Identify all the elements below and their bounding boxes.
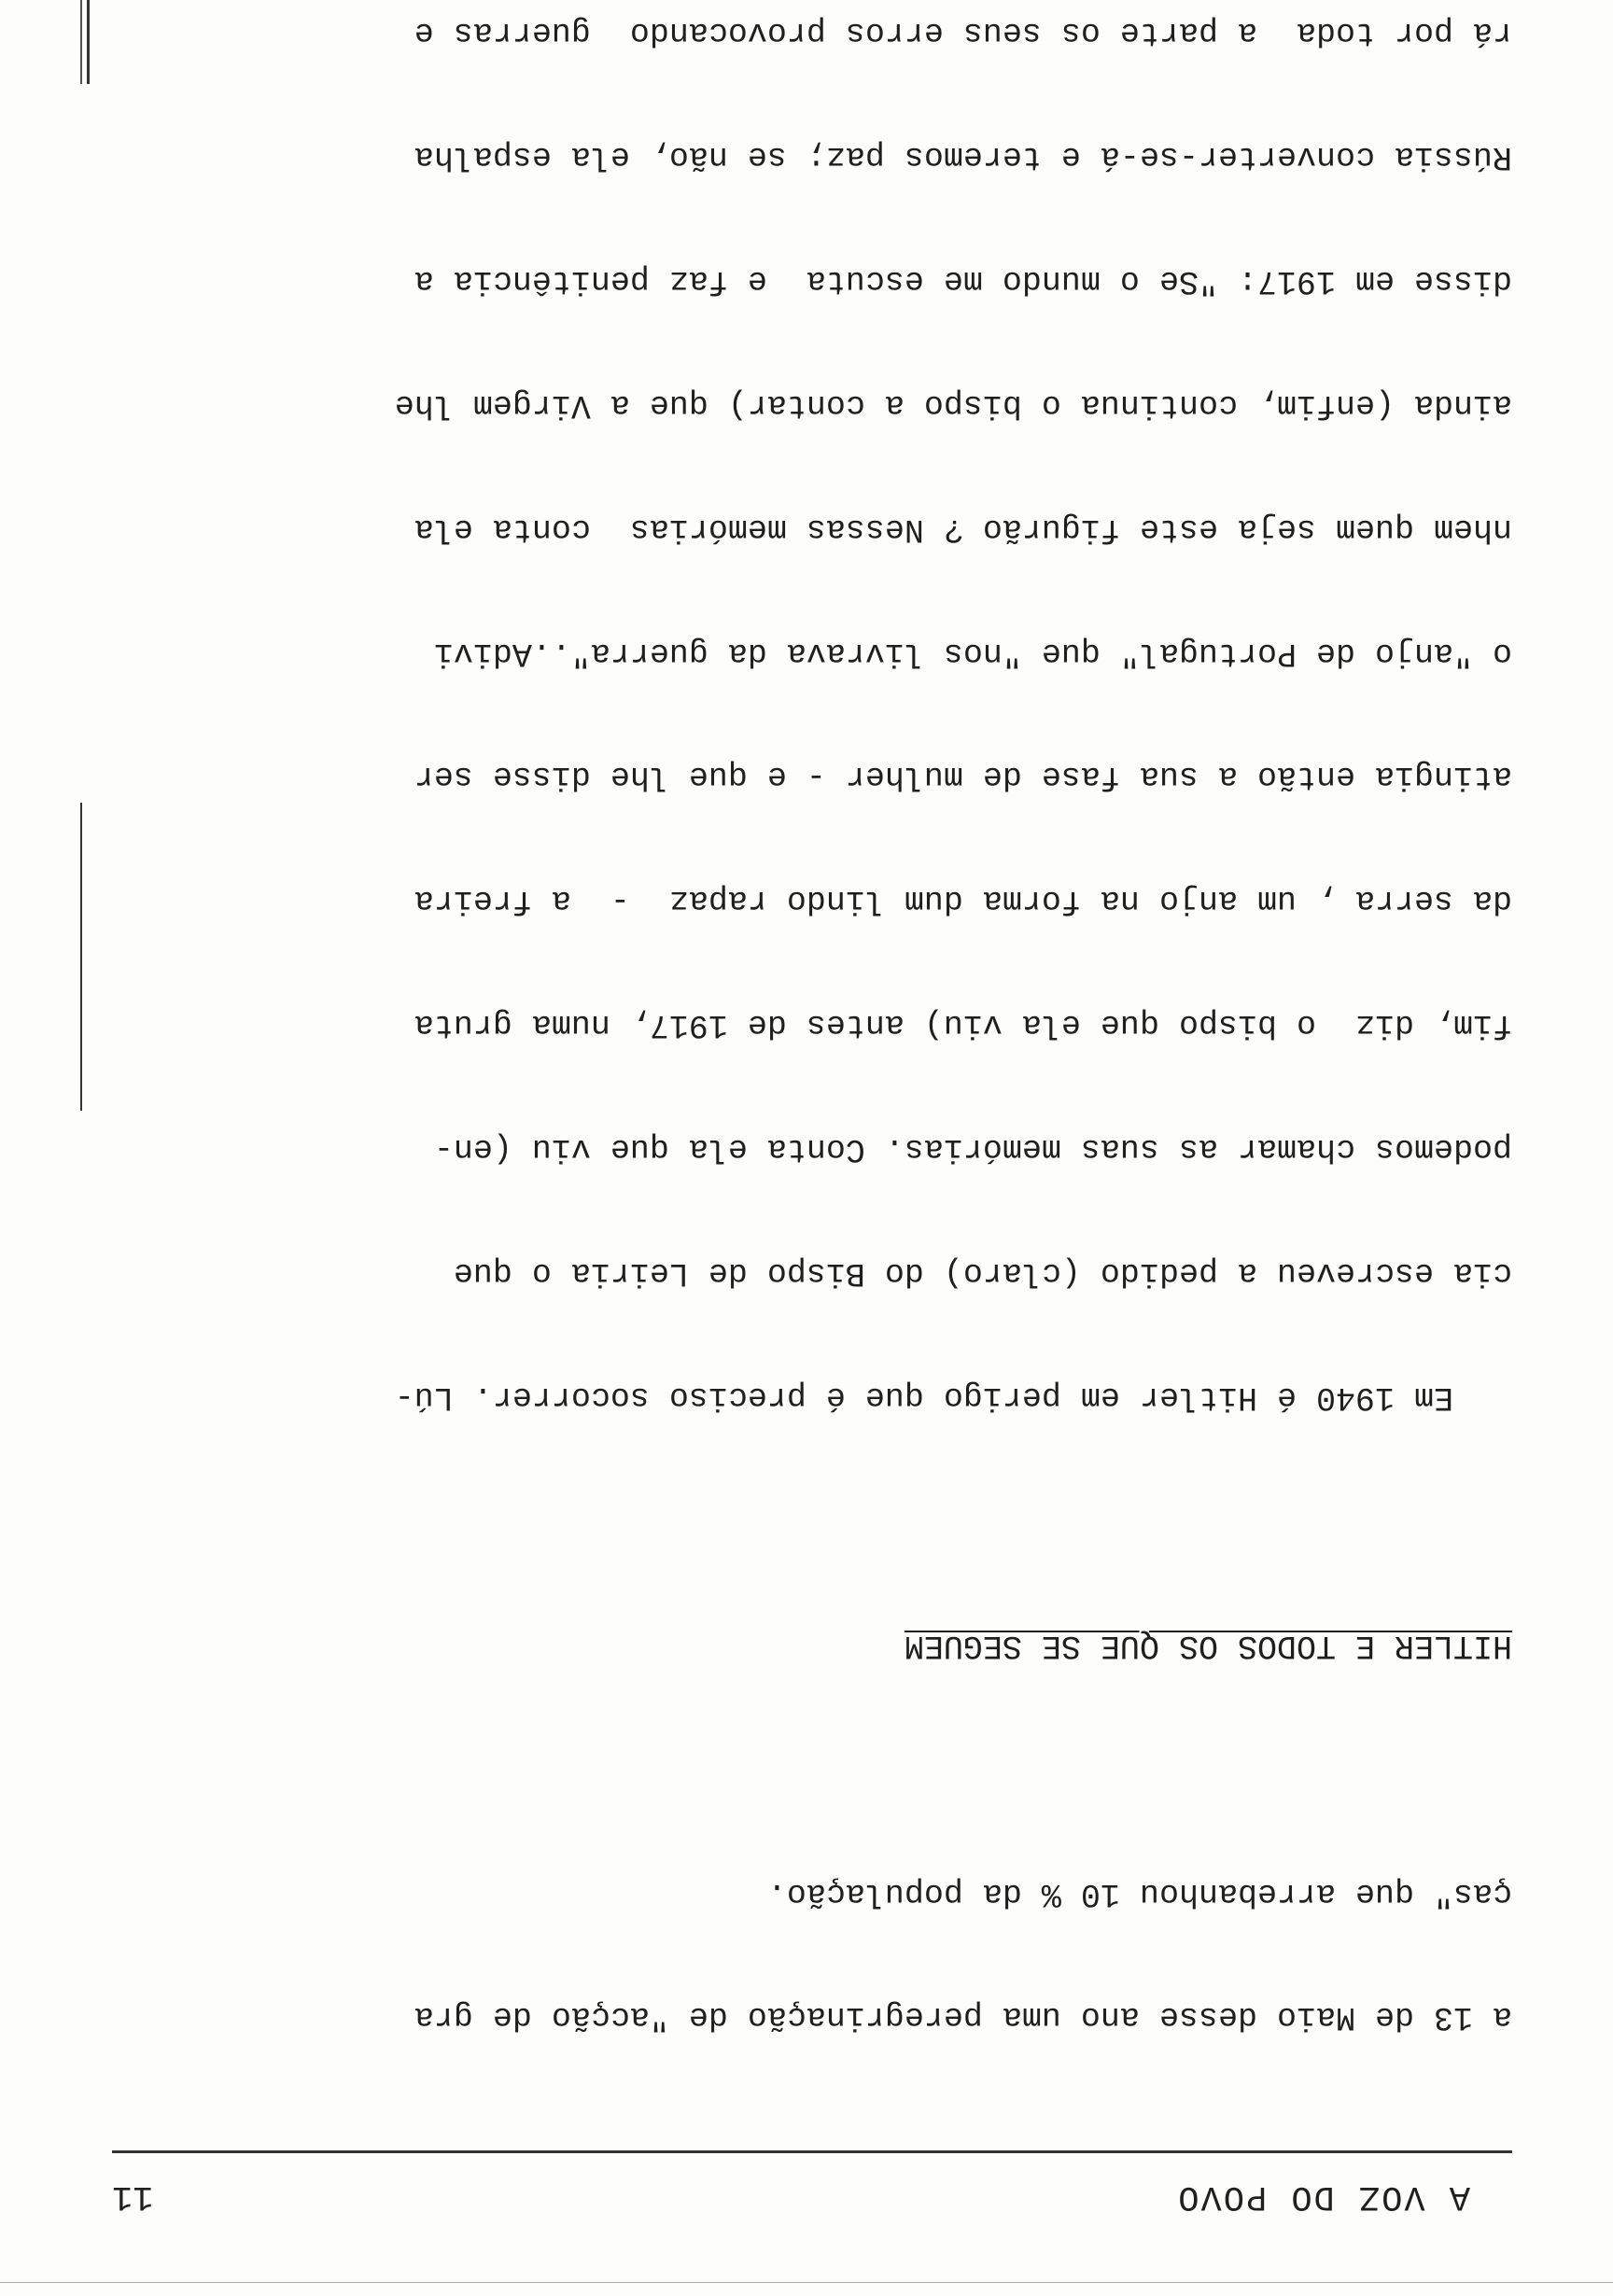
margin-mark xyxy=(87,0,90,84)
text-line: Rússia converter-se-á e teremos paz; se não, ela espalha xyxy=(414,138,1512,176)
page-number: 11 xyxy=(112,2177,154,2216)
header-rule xyxy=(112,2150,1512,2153)
text-line: o "anjo de Portugal" que "nos livrava da guerra"..Adivi xyxy=(433,634,1512,672)
text-line: da serra , um anjo na forma dum lindo rapaz - a freira xyxy=(414,882,1512,920)
text-line: nhem quem seja este figurão ? Nessas memórias conta ela xyxy=(414,510,1512,548)
text-line: disse em 1917: "Se o mundo me escuta e faz penitência a xyxy=(414,261,1512,300)
margin-mark xyxy=(80,803,82,1111)
text-line: cia escreveu a pedido (claro) do Bispo de Leiria o que xyxy=(453,1254,1512,1293)
text-line xyxy=(89,1501,1512,1542)
text-line: atingia então a sua fase de mulher - e que lhe disse ser xyxy=(414,758,1512,796)
text-line: ainda (enfim, continua o bispo a contar) que a Virgem lhe xyxy=(394,385,1512,424)
text-line: fim, diz o bispo que ela viu) antes de 1917, numa gruta xyxy=(414,1006,1512,1044)
page-header xyxy=(112,2173,1512,2219)
margin-mark xyxy=(80,0,82,84)
text-line: podemos chamar as suas memórias. Conta ela que viu (en- xyxy=(433,1130,1512,1169)
text-line: a 13 de Maio desse ano uma peregrinação de "acção de gra xyxy=(414,1998,1512,2037)
article-body xyxy=(89,0,1512,2121)
section-heading-hitler: HITLER E TODOS OS QUE SE SEGUEM xyxy=(904,1626,1512,1664)
text-line: ças" que arrebanhou 10 % da população. xyxy=(766,1874,1512,1912)
text-line xyxy=(89,1748,1512,1789)
text-line: Em 1940 é Hitler em perigo que é preciso socorrer. Lú- xyxy=(394,1378,1512,1416)
publication-title: A VOZ DO POVO xyxy=(1176,2177,1470,2216)
scan-edge-line xyxy=(0,2282,1613,2283)
text-line: rá por toda a parte os seus erros provocando guerras e xyxy=(414,14,1512,52)
